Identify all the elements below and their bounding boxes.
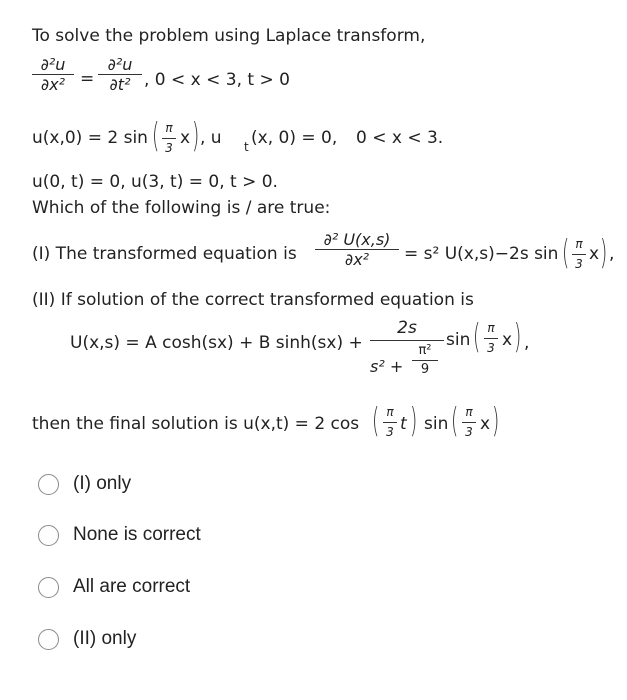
statement-two-x: x	[502, 330, 513, 350]
option-label: (I) only	[73, 473, 132, 494]
ic-domain: 0 < x < 3.	[356, 128, 444, 148]
statement-two-sin: sin	[446, 330, 471, 350]
statement-one-fraction: ∂² U(x,s) ∂x²	[315, 231, 399, 268]
option-i-only[interactable]	[38, 470, 131, 498]
final-pi-over-three-2: π 3	[462, 404, 476, 441]
ic-x: x	[180, 128, 191, 148]
statement-two-pi-over-three: π 3	[484, 320, 498, 357]
pde-lhs-fraction: ∂²u ∂x²	[32, 56, 74, 93]
radio-button[interactable]	[38, 474, 59, 495]
pde-domain: , 0 < x < 3, t > 0	[144, 70, 290, 90]
question-text: Which of the following is / are true:	[32, 198, 331, 218]
final-sin: sin	[424, 414, 449, 434]
final-solution-prefix: then the final solution is u(x,t) = 2 cos	[32, 414, 360, 434]
statement-two-lhs: U(x,s) = A cosh(sx) + B sinh(sx) +	[70, 333, 363, 353]
final-t: t	[400, 414, 407, 434]
statement-one-pi-over-three: π 3	[572, 236, 586, 273]
statement-two-end: ,	[524, 333, 530, 353]
ic-mid: , u	[200, 128, 222, 148]
radio-button[interactable]	[38, 629, 59, 650]
ic-subscript: t	[244, 140, 249, 154]
statement-two-prefix: (II) If solution of the correct transformed equation is	[32, 290, 474, 310]
ic-pi-over-three: π 3	[162, 120, 176, 157]
statement-two-fraction: 2s s² + π² 9	[370, 318, 444, 387]
option-none-correct[interactable]	[38, 521, 201, 549]
pde-equals: =	[80, 69, 95, 89]
final-x: x	[480, 414, 491, 434]
statement-one-end: ,	[609, 244, 615, 264]
boundary-conditions: u(0, t) = 0, u(3, t) = 0, t > 0.	[32, 172, 278, 192]
statement-one-x: x	[589, 244, 600, 264]
statement-one-rhs: = s² U(x,s)−2s sin	[404, 244, 559, 264]
option-all-correct[interactable]	[38, 573, 190, 601]
statement-one-prefix: (I) The transformed equation is	[32, 244, 297, 264]
ic-right: (x, 0) = 0,	[251, 128, 338, 148]
radio-button[interactable]	[38, 577, 59, 598]
option-label: (II) only	[73, 628, 137, 649]
question-panel: To solve the problem using Laplace transform, ∂²u ∂x² = ∂²u ∂t² , 0 < x < 3, t > 0 u(x,0) = 2 sin ( π 3 x ) , u t (x, 0) = 0, 0 < x < 3. u(0, t) = 0, u(3, t) = 0, t > 0. Which of the following is / are true: (I) The transformed equation is ∂² U(x,s) ∂x² = s² U(x,s)−2s sin ( π 3 x ) , (II) If solution of the correct transformed equation is U(x,s) = A cosh(sx) + B sinh(sx) + 2s s² + π² 9 sin ( π 3 x ) , then the final solution is u(x,t) = 2 cos ( π 3 t ) sin ( π 3 x ) (I) only None is correct All are correct (II) only	[0, 0, 627, 700]
ic-left: u(x,0) = 2 sin	[32, 128, 148, 148]
final-pi-over-three-1: π 3	[383, 404, 397, 441]
pde-rhs-fraction: ∂²u ∂t²	[98, 56, 142, 93]
option-label: All are correct	[73, 576, 191, 597]
radio-button[interactable]	[38, 525, 59, 546]
option-label: None is correct	[73, 524, 201, 545]
option-ii-only[interactable]	[38, 625, 136, 653]
intro-text: To solve the problem using Laplace transform,	[32, 26, 426, 46]
